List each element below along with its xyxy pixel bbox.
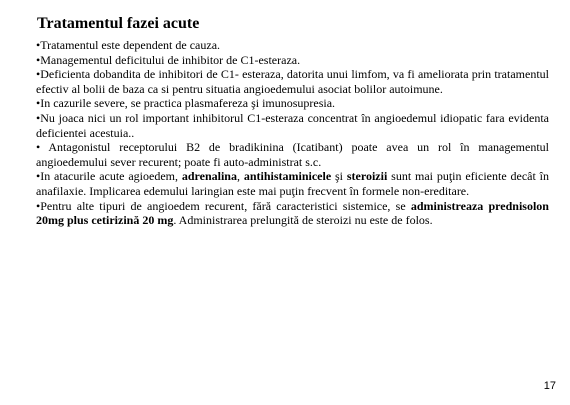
- bullet-acquired-deficiency: •Deficienta dobandita de inhibitori de C1- esteraza, datorita unui limfom, va fi ameliorata prin tratamentul efectiv al bolii de baza ca si pentru situatia angioedemului asociat bolilor autoimune.: [36, 67, 549, 96]
- bullet-severe-cases: •In cazurile severe, se practica plasmafereza şi imunosupresia.: [36, 96, 336, 111]
- bullet-cause: •Tratamentul este dependent de cauza.: [36, 38, 221, 52]
- bullet-c1-deficit-management: •Managementul deficitului de inhibitor de C1-esteraza.: [36, 52, 301, 67]
- bullet-acute-attacks-text-3: şi: [331, 169, 347, 184]
- term-steroizii: steroizii: [346, 169, 388, 184]
- slide-content: [36, 38, 549, 228]
- bullet-recurrent-text-2: . Administrarea prelungită de steroizi nu este de folos.: [173, 213, 433, 228]
- bullet-recurrent-angioedema: [36, 199, 549, 228]
- bullet-acute-attacks-text-4: sunt mai puţin eficiente decât în anafilaxie. Implicarea edemului laringian este mai puţin frecvent în formele non-ereditare.: [36, 169, 549, 198]
- bullet-acute-attacks-text-2: ,: [236, 169, 244, 184]
- bullet-acute-attacks: [36, 169, 549, 198]
- bullet-c1-concentrate: •Nu joaca nici un rol important inhibitorul C1-esteraza concentrat în angioedemul idiopatic fara evidenta deficientei acestuia..: [36, 110, 549, 140]
- bullet-icatibant: • Antagonistul receptorului B2 de bradikinina (Icatibant) poate avea un rol în managementul angioedemului sever recurent; poate fi auto-administrat s.c.: [36, 140, 549, 169]
- bullet-acute-attacks-text-1: •In atacurile acute agioedem,: [36, 169, 182, 184]
- term-prednisolon-cetirizina: administreaza prednisolon 20mg plus cetirizină 20 mg: [36, 198, 549, 228]
- bullet-recurrent-text-1: •Pentru alte tipuri de angioedem recurent, fără caracteristici sistemice, se: [36, 198, 411, 213]
- term-antihistaminicele: antihistaminicele: [243, 169, 332, 184]
- page-number: 17: [543, 380, 556, 392]
- slide-title: Tratamentul fazei acute: [37, 15, 200, 32]
- term-adrenalina: adrenalina: [181, 169, 237, 184]
